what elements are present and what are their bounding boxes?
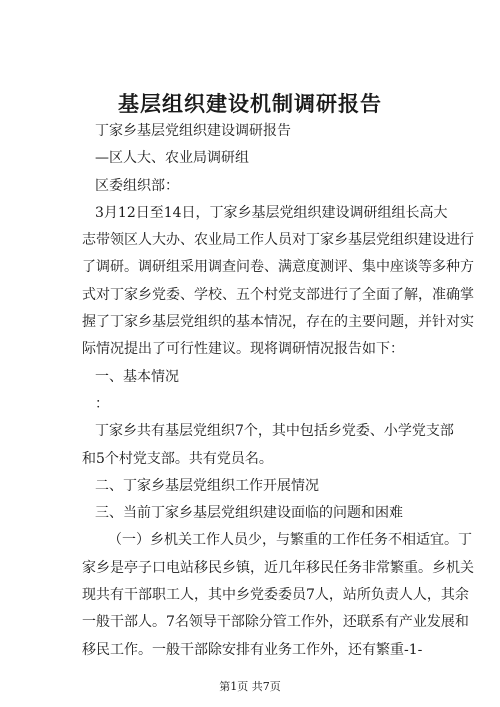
paragraph-line: （一）乡机关工作人员少，与繁重的工作任务不相适宜。丁 bbox=[108, 532, 472, 549]
author-line: —区人大、农业局调研组 bbox=[95, 150, 249, 167]
paragraph-line: ： bbox=[95, 395, 109, 412]
paragraph-line: 一般干部人。7名领导干部除分管工作外，还联系有产业发展和 bbox=[82, 614, 469, 631]
document-title: 基层组织建设机制调研报告 bbox=[118, 91, 382, 116]
paragraph-line: 丁家乡共有基层党组织7个，其中包括乡党委、小学党支部 bbox=[95, 423, 454, 440]
paragraph-line: 式对丁家乡党委、学校、五个村党支部进行了全面了解，准确掌 bbox=[82, 286, 474, 303]
paragraph-line: 3月12日至14日，丁家乡基层党组织建设调研组组长高大 bbox=[95, 204, 448, 221]
section-heading: 一、基本情况 bbox=[95, 368, 179, 385]
paragraph-line: 志带领区人大办、农业局工作人员对丁家乡基层党组织建设进行 bbox=[82, 232, 474, 249]
subtitle-line: 丁家乡基层党组织建设调研报告 bbox=[95, 123, 291, 139]
salutation-line: 区委组织部： bbox=[95, 177, 179, 194]
section-heading: 三、当前丁家乡基层党组织建设面临的问题和困难 bbox=[95, 505, 403, 522]
paragraph-line: 现共有干部职工人，其中乡党委委员7人，站所负责人人，其余 bbox=[82, 587, 469, 604]
paragraph-line: 际情况提出了可行性建议。现将调研情况报告如下： bbox=[82, 341, 404, 358]
paragraph-line: 家乡是亭子口电站移民乡镇，近几年移民任务非常繁重。乡机关 bbox=[82, 559, 474, 576]
paragraph-line: 了调研。调研组采用调查问卷、满意度测评、集中座谈等多种方 bbox=[82, 259, 474, 276]
paragraph-line: 握了丁家乡基层党组织的基本情况，存在的主要问题，并针对实 bbox=[82, 314, 474, 331]
page-footer: 第1页 共7页 bbox=[219, 680, 281, 693]
paragraph-line: 和5个村党支部。共有党员名。 bbox=[82, 450, 273, 467]
paragraph-line: 移民工作。一般干部除安排有业务工作外，还有繁重-1- bbox=[82, 641, 423, 658]
document-body bbox=[82, 118, 474, 664]
section-heading: 二、丁家乡基层党组织工作开展情况 bbox=[95, 477, 319, 494]
